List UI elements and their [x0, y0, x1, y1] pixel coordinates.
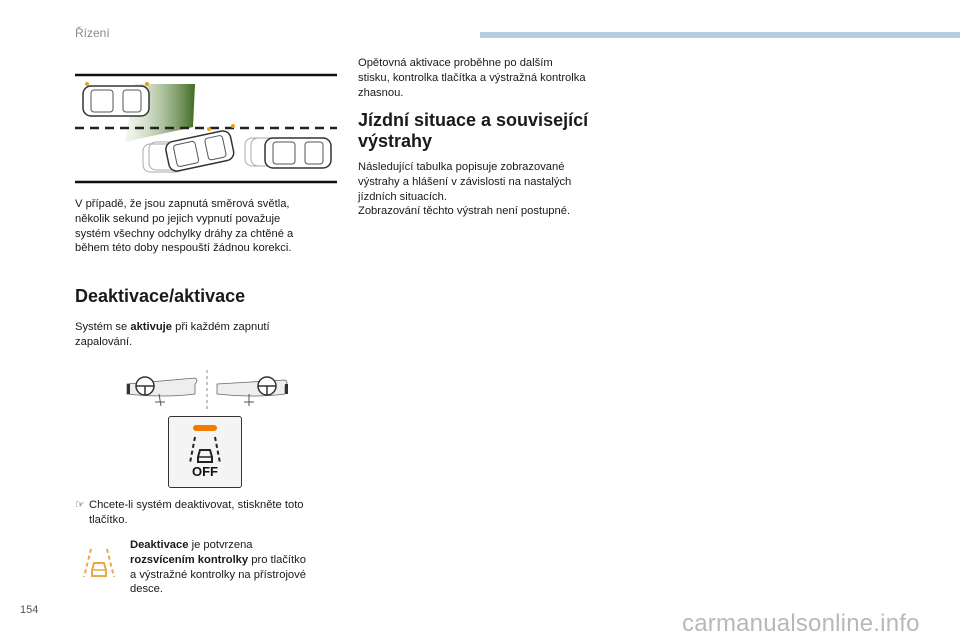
text-line: během této doby nespouští žádnou korekci. — [75, 242, 292, 255]
header-accent-bar — [480, 32, 960, 38]
watermark: carmanualsonline.info — [682, 610, 920, 637]
text-span: pro tlačítko — [248, 553, 306, 566]
button-indicator-light — [193, 425, 217, 431]
deactivation-note — [130, 538, 306, 597]
bold-text: Deaktivace — [130, 539, 189, 551]
deactivate-instruction — [75, 498, 304, 528]
situations-paragraph — [358, 160, 571, 219]
lane-keep-icon — [189, 435, 221, 465]
bold-text: rozsvícením kontrolky — [130, 553, 249, 566]
text-line: zapalování. — [75, 335, 133, 348]
activation-paragraph — [75, 320, 270, 350]
lane-change-illustration — [75, 72, 337, 184]
text-line: několik sekund po jejich vypnutí považuje — [75, 212, 281, 225]
text-line: Opětovná aktivace proběhne po dalším — [358, 57, 553, 69]
text-line: a výstražné kontrolky na přístrojové — [130, 568, 306, 581]
text-line: Následující tabulka popisuje zobrazované — [358, 161, 565, 173]
pointer-bullet-icon: ☞ — [75, 499, 86, 511]
car-icon — [83, 82, 149, 116]
section-heading-driving-situations — [358, 110, 588, 152]
text-span: při každém zapnutí — [172, 321, 270, 333]
section-title: Řízení — [75, 26, 110, 40]
text-line: jízdních situacích. — [358, 190, 447, 203]
text-line: zhasnou. — [358, 86, 404, 99]
heading-line: Jízdní situace a související — [358, 110, 589, 130]
text-line: systém všechny odchylky dráhy za chtěné a — [75, 227, 294, 240]
text-line: desce. — [130, 583, 163, 596]
lane-assist-off-button[interactable] — [168, 416, 242, 488]
dashboard-illustration — [125, 368, 290, 412]
text-line: Zobrazování těchto výstrah není postupné. — [358, 205, 571, 218]
off-label: OFF — [192, 464, 218, 479]
text-line: V případě, že jsou zapnutá směrová světla, — [75, 198, 290, 210]
section-heading-deactivation: Deaktivace/aktivace — [75, 286, 246, 306]
text-line: stisku, kontrolka tlačítka a výstražná kontrolka — [358, 71, 586, 84]
text-span: Chcete-li systém deaktivovat, stiskněte toto — [89, 499, 304, 511]
text-line: výstrahy a hlášení v závislosti na nastalých — [358, 175, 572, 188]
reactivation-paragraph — [358, 56, 586, 100]
turn-signal-paragraph — [75, 197, 293, 256]
lane-warning-icon — [82, 546, 116, 580]
text-span: Systém se — [75, 321, 131, 333]
text-span: je potvrzena — [188, 539, 253, 551]
text-line: tlačítko. — [89, 513, 128, 526]
heading-line: výstrahy — [358, 131, 433, 151]
bold-text: aktivuje — [130, 321, 173, 333]
page-number: 154 — [20, 604, 39, 616]
